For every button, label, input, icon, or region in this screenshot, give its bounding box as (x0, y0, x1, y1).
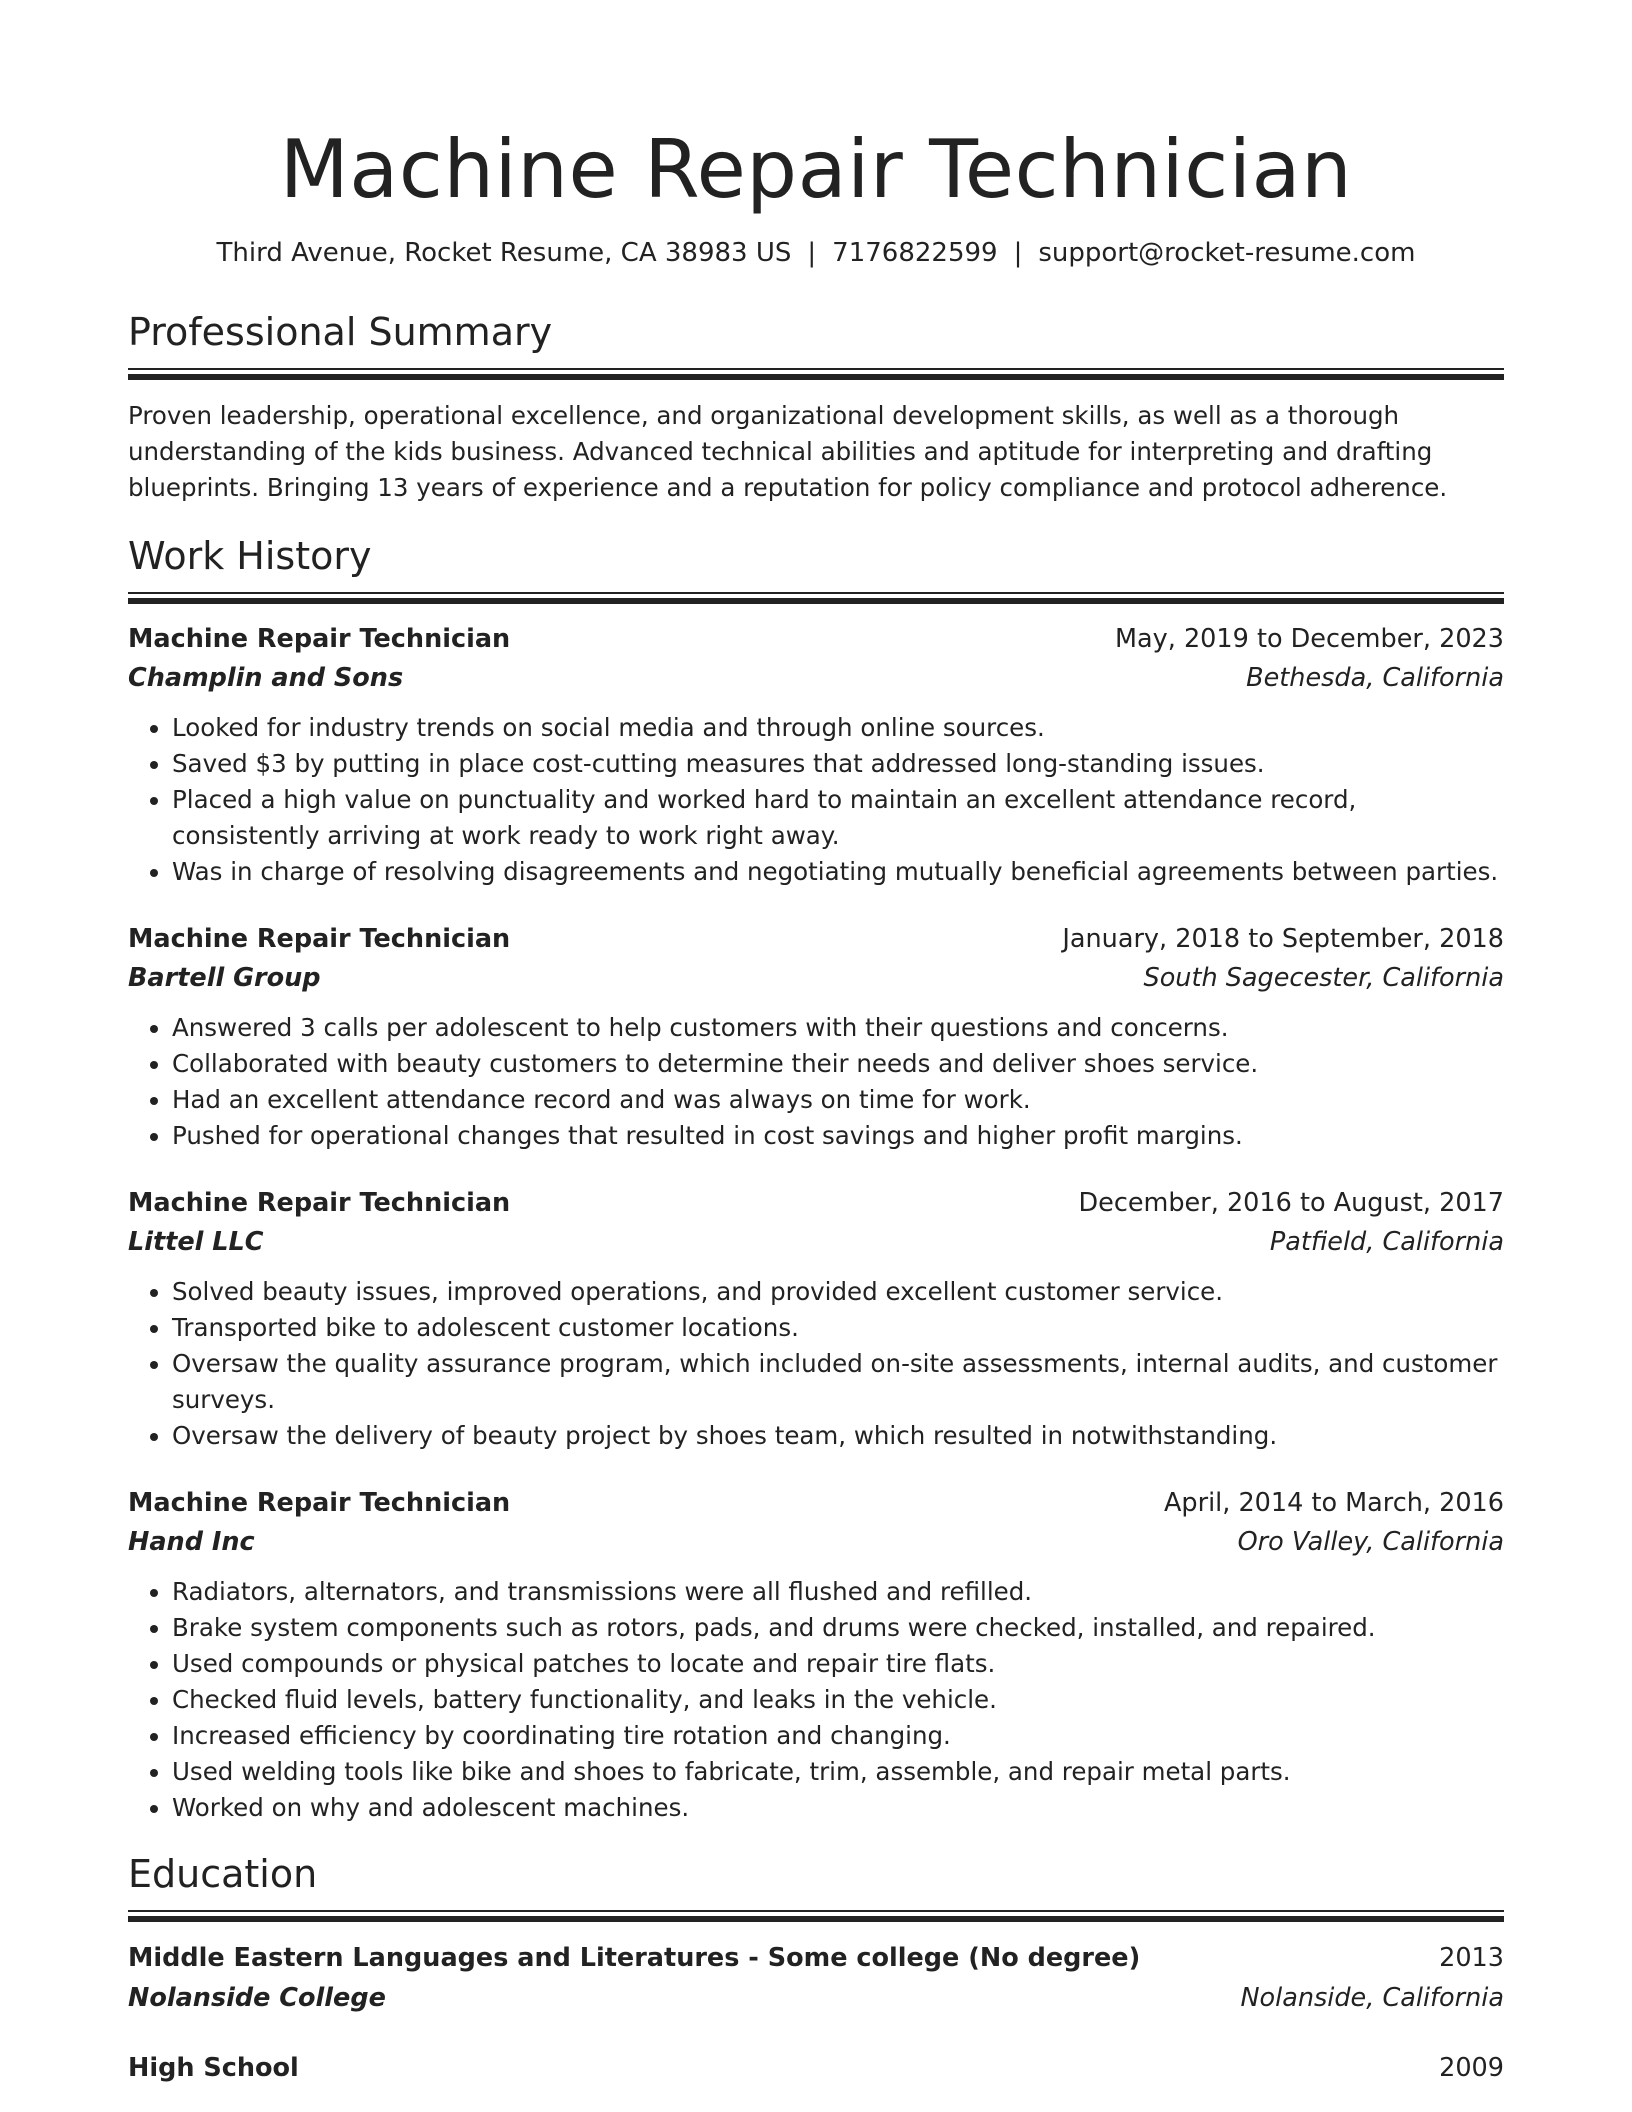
job-entry (128, 1484, 1504, 1826)
job-bullet: • Placed a high value on punctuality and worked hard to maintain an excellent attendance record, consistently arriving at work ready to work right away. (172, 782, 1504, 854)
job-title: Machine Repair Technician (128, 1488, 511, 1518)
job-location: South Sagecester, California (1143, 963, 1504, 993)
job-bullet: • Collaborated with beauty customers to determine their needs and deliver shoes service. (172, 1046, 1504, 1082)
education-year: 2013 (1439, 1943, 1504, 1973)
job-bullet: • Was in charge of resolving disagreements and negotiating mutually beneficial agreements between parties. (172, 854, 1504, 890)
job-dates: December, 2016 to August, 2017 (1078, 1188, 1504, 1218)
education-heading: Education (128, 1852, 318, 1896)
job-bullets (128, 710, 1504, 890)
job-location: Oro Valley, California (1237, 1527, 1504, 1557)
job-entry (128, 620, 1504, 890)
job-bullets (128, 1574, 1504, 1826)
job-bullet: • Looked for industry trends on social media and through online sources. (172, 710, 1504, 746)
job-bullet: • Radiators, alternators, and transmissions were all flushed and refilled. (172, 1574, 1504, 1610)
job-location: Bethesda, California (1246, 663, 1504, 693)
job-title: Machine Repair Technician (128, 1188, 511, 1218)
education-location: Nolanside, California (1240, 1983, 1504, 2013)
contact-separator: | (807, 238, 817, 268)
job-bullet: • Checked fluid levels, battery functionality, and leaks in the vehicle. (172, 1682, 1504, 1718)
job-title: Machine Repair Technician (128, 924, 511, 954)
job-dates: April, 2014 to March, 2016 (1163, 1488, 1504, 1518)
education-entry (128, 2048, 1504, 2088)
job-bullet: • Used compounds or physical patches to locate and repair tire flats. (172, 1646, 1504, 1682)
section-divider (128, 368, 1504, 380)
summary-text: Proven leadership, operational excellence, and organizational development skills, as well as a thorough understanding of the kids business. Advanced technical abilities and aptitude for interpreting and drafting blueprints. Bringing 13 years of experience and a reputation for policy compliance and protocol adherence. (128, 401, 1448, 502)
section-divider (128, 1910, 1504, 1922)
job-bullets (128, 1010, 1504, 1154)
job-bullets (128, 1274, 1504, 1454)
job-bullet: • Transported bike to adolescent customer locations. (172, 1310, 1504, 1346)
section-divider (128, 592, 1504, 604)
contact-separator: | (1013, 238, 1023, 268)
education-school: Nolanside College (128, 1983, 386, 2013)
job-bullet: • Saved $3 by putting in place cost-cutting measures that addressed long-standing issues. (172, 746, 1504, 782)
contact-phone: 7176822599 (832, 238, 998, 268)
work-history-heading: Work History (128, 534, 372, 578)
job-bullet: • Oversaw the quality assurance program, which included on-site assessments, internal audits, and customer surveys. (172, 1346, 1504, 1418)
job-location: Patfield, California (1269, 1227, 1504, 1257)
job-entry (128, 920, 1504, 1154)
job-bullet: • Had an excellent attendance record and was always on time for work. (172, 1082, 1504, 1118)
job-company: Bartell Group (128, 963, 321, 993)
contact-email: support@rocket-resume.com (1038, 238, 1416, 268)
job-company: Champlin and Sons (128, 663, 404, 693)
contact-line (128, 236, 1504, 270)
education-degree: Middle Eastern Languages and Literatures - Some college (No degree) (128, 1943, 1141, 1973)
resume-content (128, 0, 1504, 2088)
job-bullet: • Solved beauty issues, improved operations, and provided excellent customer service. (172, 1274, 1504, 1310)
job-company: Littel LLC (128, 1227, 264, 1257)
education-year: 2009 (1439, 2053, 1504, 2083)
job-bullet: • Answered 3 calls per adolescent to help customers with their questions and concerns. (172, 1010, 1504, 1046)
job-bullet: • Worked on why and adolescent machines. (172, 1790, 1504, 1826)
job-bullet: • Used welding tools like bike and shoes to fabricate, trim, assemble, and repair metal parts. (172, 1754, 1504, 1790)
job-dates: May, 2019 to December, 2023 (1115, 624, 1504, 654)
job-bullet: • Increased efficiency by coordinating tire rotation and changing. (172, 1718, 1504, 1754)
job-title: Machine Repair Technician (128, 624, 511, 654)
job-dates: January, 2018 to September, 2018 (1062, 924, 1504, 954)
candidate-name: Machine Repair Technician (279, 123, 1353, 216)
job-company: Hand Inc (128, 1527, 255, 1557)
education-entry (128, 1938, 1504, 2018)
job-bullet: • Pushed for operational changes that resulted in cost savings and higher profit margins. (172, 1118, 1504, 1154)
education-degree: High School (128, 2053, 299, 2083)
job-bullet: • Brake system components such as rotors, pads, and drums were checked, installed, and repaired. (172, 1610, 1504, 1646)
summary-heading: Professional Summary (128, 310, 553, 354)
job-bullet: • Oversaw the delivery of beauty project by shoes team, which resulted in notwithstanding. (172, 1418, 1504, 1454)
job-entry (128, 1184, 1504, 1454)
contact-address: Third Avenue, Rocket Resume, CA 38983 US (216, 238, 792, 268)
